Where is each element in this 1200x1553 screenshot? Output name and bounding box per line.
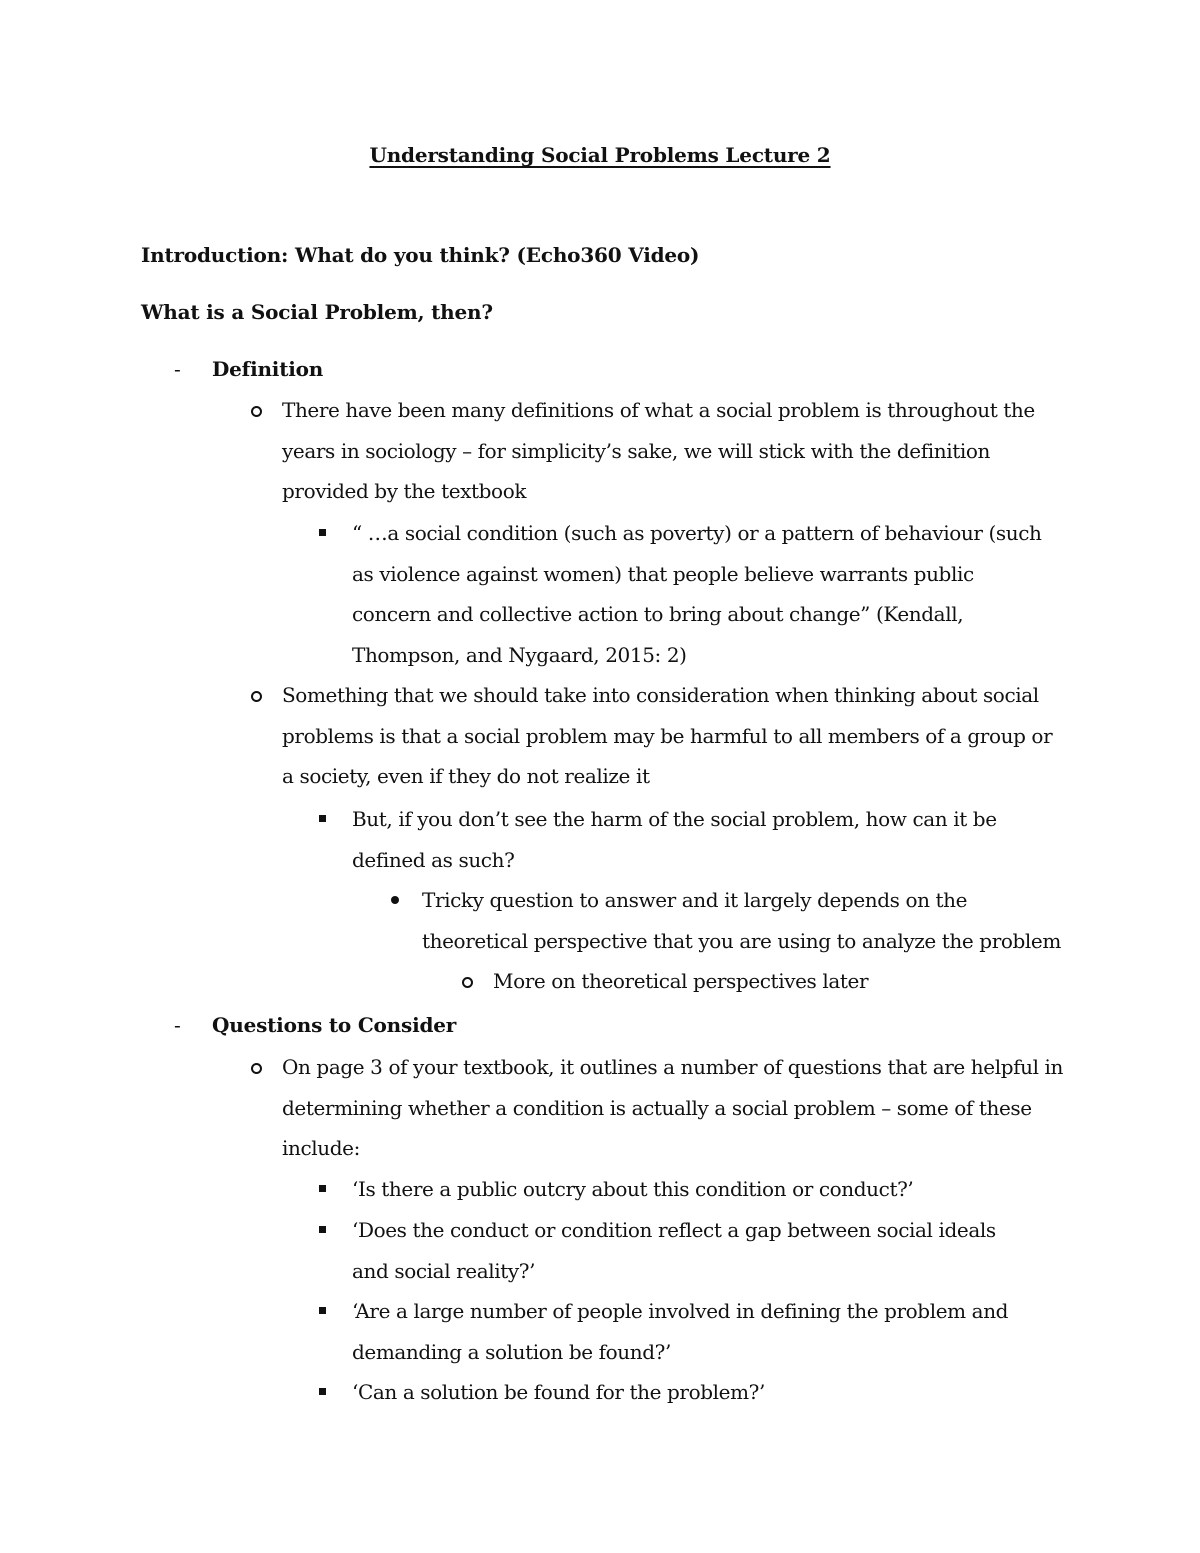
heading-what-is-social-problem: What is a Social Problem, then? [141, 300, 493, 324]
square-bullet-icon [319, 1185, 326, 1192]
dash-bullet-icon: - [174, 1013, 181, 1037]
section-label: Questions to Consider [212, 1013, 457, 1037]
hollow-circle-bullet-icon [251, 691, 262, 702]
list-item-text: More on theoretical perspectives later [493, 969, 869, 993]
list-item-text: Tricky question to answer and it largely depends on the theoretical perspective that you are using to analyze the problem [422, 888, 1061, 953]
list-item-text: Something that we should take into consideration when thinking about social problems is that a social problem may be harmful to all members of a group or a society, even if they do not realize it [282, 683, 1053, 788]
square-bullet-icon [319, 815, 326, 822]
list-item-text: But, if you don’t see the harm of the social problem, how can it be defined as such? [352, 807, 997, 872]
list-item-text: ‘Are a large number of people involved in defining the problem and demanding a solution be found?’ [352, 1299, 1009, 1364]
filled-dot-bullet-icon [391, 896, 399, 904]
list-item-text: ‘Is there a public outcry about this condition or conduct?’ [352, 1177, 914, 1201]
list-item-text: There have been many definitions of what a social problem is throughout the years in sociology – for simplicity’s sake, we will stick with the definition provided by the textbook [282, 398, 1035, 503]
dash-bullet-icon: - [174, 357, 181, 381]
square-bullet-icon [319, 1307, 326, 1314]
square-bullet-icon [319, 1226, 326, 1233]
list-item [352, 799, 1064, 880]
square-bullet-icon [319, 1388, 326, 1395]
list-item-text: On page 3 of your textbook, it outlines a number of questions that are helpful in determining whether a condition is actually a social problem – some of these include: [282, 1055, 1064, 1160]
list-item [282, 1047, 1072, 1169]
list-item-text: “ …a social condition (such as poverty) or a pattern of behaviour (such as violence against women) that people believe warrants public concern and collective action to bring about change” (Kendall, Thompson, and Nygaard, 2015: 2) [352, 521, 1042, 667]
section-label: Definition [212, 357, 324, 381]
list-item [282, 675, 1057, 797]
hollow-circle-bullet-icon [462, 977, 473, 988]
hollow-circle-bullet-icon [251, 406, 262, 417]
list-item [282, 390, 1057, 512]
list-item [352, 513, 1057, 675]
section-questions [174, 1005, 1072, 1046]
document-title: Understanding Social Problems Lecture 2 [369, 143, 831, 167]
list-item-text: ‘Does the conduct or condition reflect a gap between social ideals and social reality?’ [352, 1218, 996, 1283]
list-item [422, 880, 1062, 961]
list-item [352, 1291, 1032, 1372]
square-bullet-icon [319, 529, 326, 536]
heading-introduction: Introduction: What do you think? (Echo360 Video) [141, 243, 700, 267]
list-item [352, 1372, 1057, 1413]
hollow-circle-bullet-icon [251, 1063, 262, 1074]
list-item [493, 961, 1093, 1002]
list-item-text: ‘Can a solution be found for the problem?’ [352, 1380, 765, 1404]
section-definition [174, 349, 1072, 390]
list-item [352, 1210, 1032, 1291]
list-item [352, 1169, 1057, 1210]
